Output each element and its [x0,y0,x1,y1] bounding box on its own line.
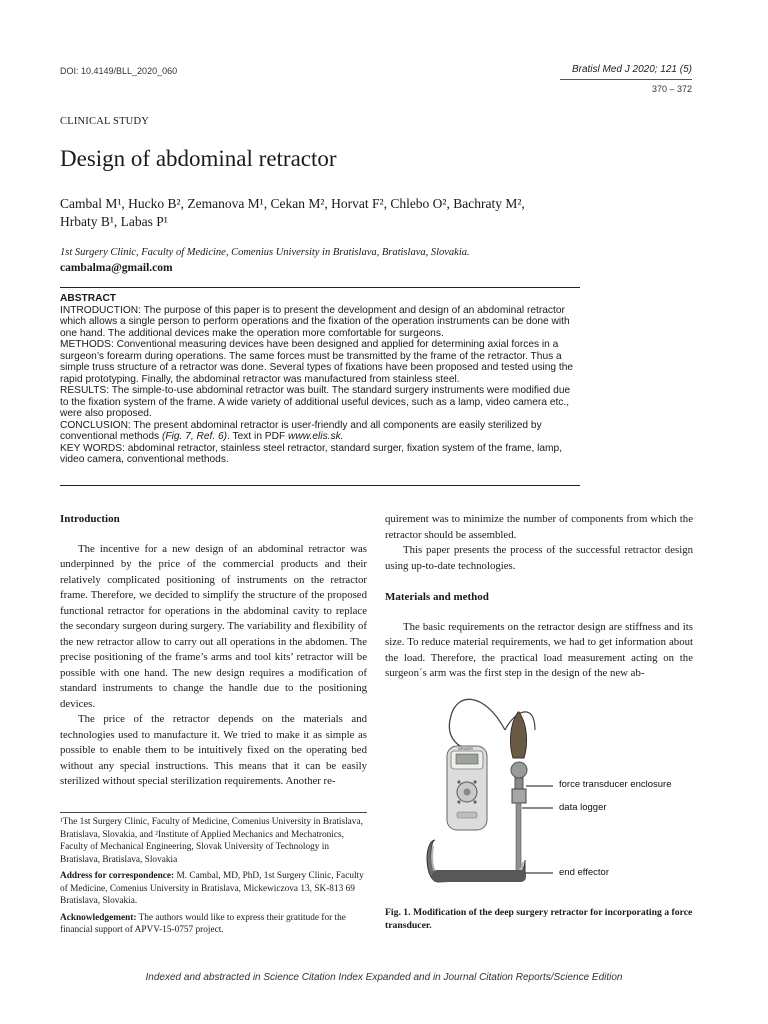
device-brand-text: SPIDER [458,746,473,751]
right-column [385,512,693,682]
abstract-conclusion [60,420,580,443]
footnote-rule [60,812,367,813]
correspondence-label: Address for correspondence: [60,871,175,881]
left-column [60,512,367,790]
right-paragraph-2: This paper presents the process of the successful retractor design using up-to-date technologies. [385,544,693,572]
abstract-methods: METHODS: Conventional measuring devices have been designed and applied for determining axial forces in a surgeon’s forearm during operations. The same forces must be transmitted by the frame of the retractor. Thus a simple truss structure of a retractor was done. Several types of fixations have been proposed and tested using the rapid prototyping. Finally, the abdominal retractor was manufactured from stainless steel. [60,339,574,385]
author-list [60,195,640,231]
abstract-top-rule [60,287,580,288]
article-title: Design of abdominal retractor [60,146,337,171]
abstract-bottom-rule [60,485,580,486]
abstract [60,293,580,466]
footnote-affiliations: ¹The 1st Surgery Clinic, Faculty of Medicine, Comenius University in Bratislava, Bratislava, Slovakia, and ²Institute of Applied Mechanics and Mechatronics, Faculty of Mechanical Engineering, Slovak University of Technology in Bratislava, Bratislava, Slovakia [60,817,363,865]
footnote-acknowledgement [60,912,367,937]
doi: DOI: 10.4149/BLL_2020_060 [60,66,178,76]
journal-citation: Bratisl Med J 2020; 121 (5) [571,64,692,75]
introduction-heading: Introduction [60,513,120,525]
acknowledgement-text: The authors would like to express their gratitude for the financial support of APVV-15-0757 project. [60,912,346,935]
acknowledgement-label: Acknowledgement: [60,912,137,923]
label-end-effector: end effector [559,867,610,878]
methods-paragraph-1: The basic requirements on the retractor design are stiffness and its size. To reduce material requirements, we had to get information about the load. Therefore, the practical load measurement acting on the surgeon´s arm was the first step in the design of the new ab- [385,620,693,679]
right-paragraph-1: quirement was to minimize the number of components from which the retractor should be assembled. [385,513,693,541]
figure-1-retractor-photo [385,690,695,900]
data-logger-device [447,746,487,830]
intro-paragraph-1: The incentive for a new design of an abdominal retractor was underpinned by the price of the commercial products and their relatively complicated positioning of instruments on the retractor frame. Therefore, we decided to simplify the structure of the proposed functional retractor for operations in the abdominal cavity to replace the secondary surgeon during surgery. The variability and flexibility of the new retractor allow to carry out all operations in the abdomen. The precise positioning of the frame’s arms and tool kits’ retractor will be possible with one hand. The new design requires a modification of standard instruments to change the handle due to the positioning devices. [60,542,367,710]
indexing-note: Indexed and abstracted in Science Citation Index Expanded and in Journal Citation Reports/Science Edition [145,972,623,983]
abstract-results: RESULTS: The simple-to-use abdominal retractor was built. The standard surgery instruments were modified due to the fixation system of the frame. A wide variety of additional useful devices, such as a lamp, video camera etc., were also proposed. [60,385,571,419]
figure-1-caption: Fig. 1. Modification of the deep surgery retractor for incorporating a force transducer. [385,907,693,931]
correspondence-text: M. Cambal, MD, PhD, 1st Surgery Clinic, Faculty of Medicine, Comenius University in Bratislava, Mickewiczova 13, SK-813 69 Bratislava, Slovakia. [60,871,364,906]
abstract-heading: ABSTRACT [60,293,117,304]
affiliation: 1st Surgery Clinic, Faculty of Medicine, Comenius University in Bratislava, Bratislava, Slovakia. [60,247,470,258]
conclusion-ref: (Fig. 7, Ref. 6) [161,431,228,442]
footnotes [60,816,367,941]
section-label: CLINICAL STUDY [60,116,150,127]
conclusion-url[interactable]: www.elis.sk. [288,431,344,442]
methods-heading: Materials and method [385,591,489,603]
intro-paragraph-2: The price of the retractor depends on the materials and technologies used to manufacture it. We tried to make it as simple as possible to enable them to be intuitively fixed on the operating bed without any special instructions. This means that it can be easily sterilized without special sterilization requirements. Another re- [60,713,367,787]
page-range: 370 – 372 [651,84,692,94]
contact-email[interactable]: cambalma@gmail.com [60,262,173,274]
abstract-keywords: KEY WORDS: abdominal retractor, stainless steel retractor, standard surger, fixation system of the frame, lamp, video camera, conventional methods. [60,442,563,465]
abstract-introduction: INTRODUCTION: The purpose of this paper is to present the development and design of an abdominal retractor which allows a single person to perform operations and the fixation of the operation instruments can be done with one hand. The additional devices make the operation more comfortable for surgeons. [60,304,570,339]
authors-line-2: Hrbaty B¹, Labas P¹ [60,214,168,229]
label-data-logger: data logger [559,802,607,813]
label-force-transducer-enclosure: force transducer enclosure [559,779,672,790]
conclusion-text: CONCLUSION: The present abdominal retractor is user-friendly and all components are easily sterilized by conventional methods [60,419,542,442]
authors-line-1: Cambal M¹, Hucko B², Zemanova M¹, Cekan M², Horvat F², Chlebo O², Bachraty M², [60,196,525,211]
header-divider [560,79,692,80]
footnote-correspondence [60,870,367,908]
conclusion-pdf: . Text in PDF [227,431,289,442]
